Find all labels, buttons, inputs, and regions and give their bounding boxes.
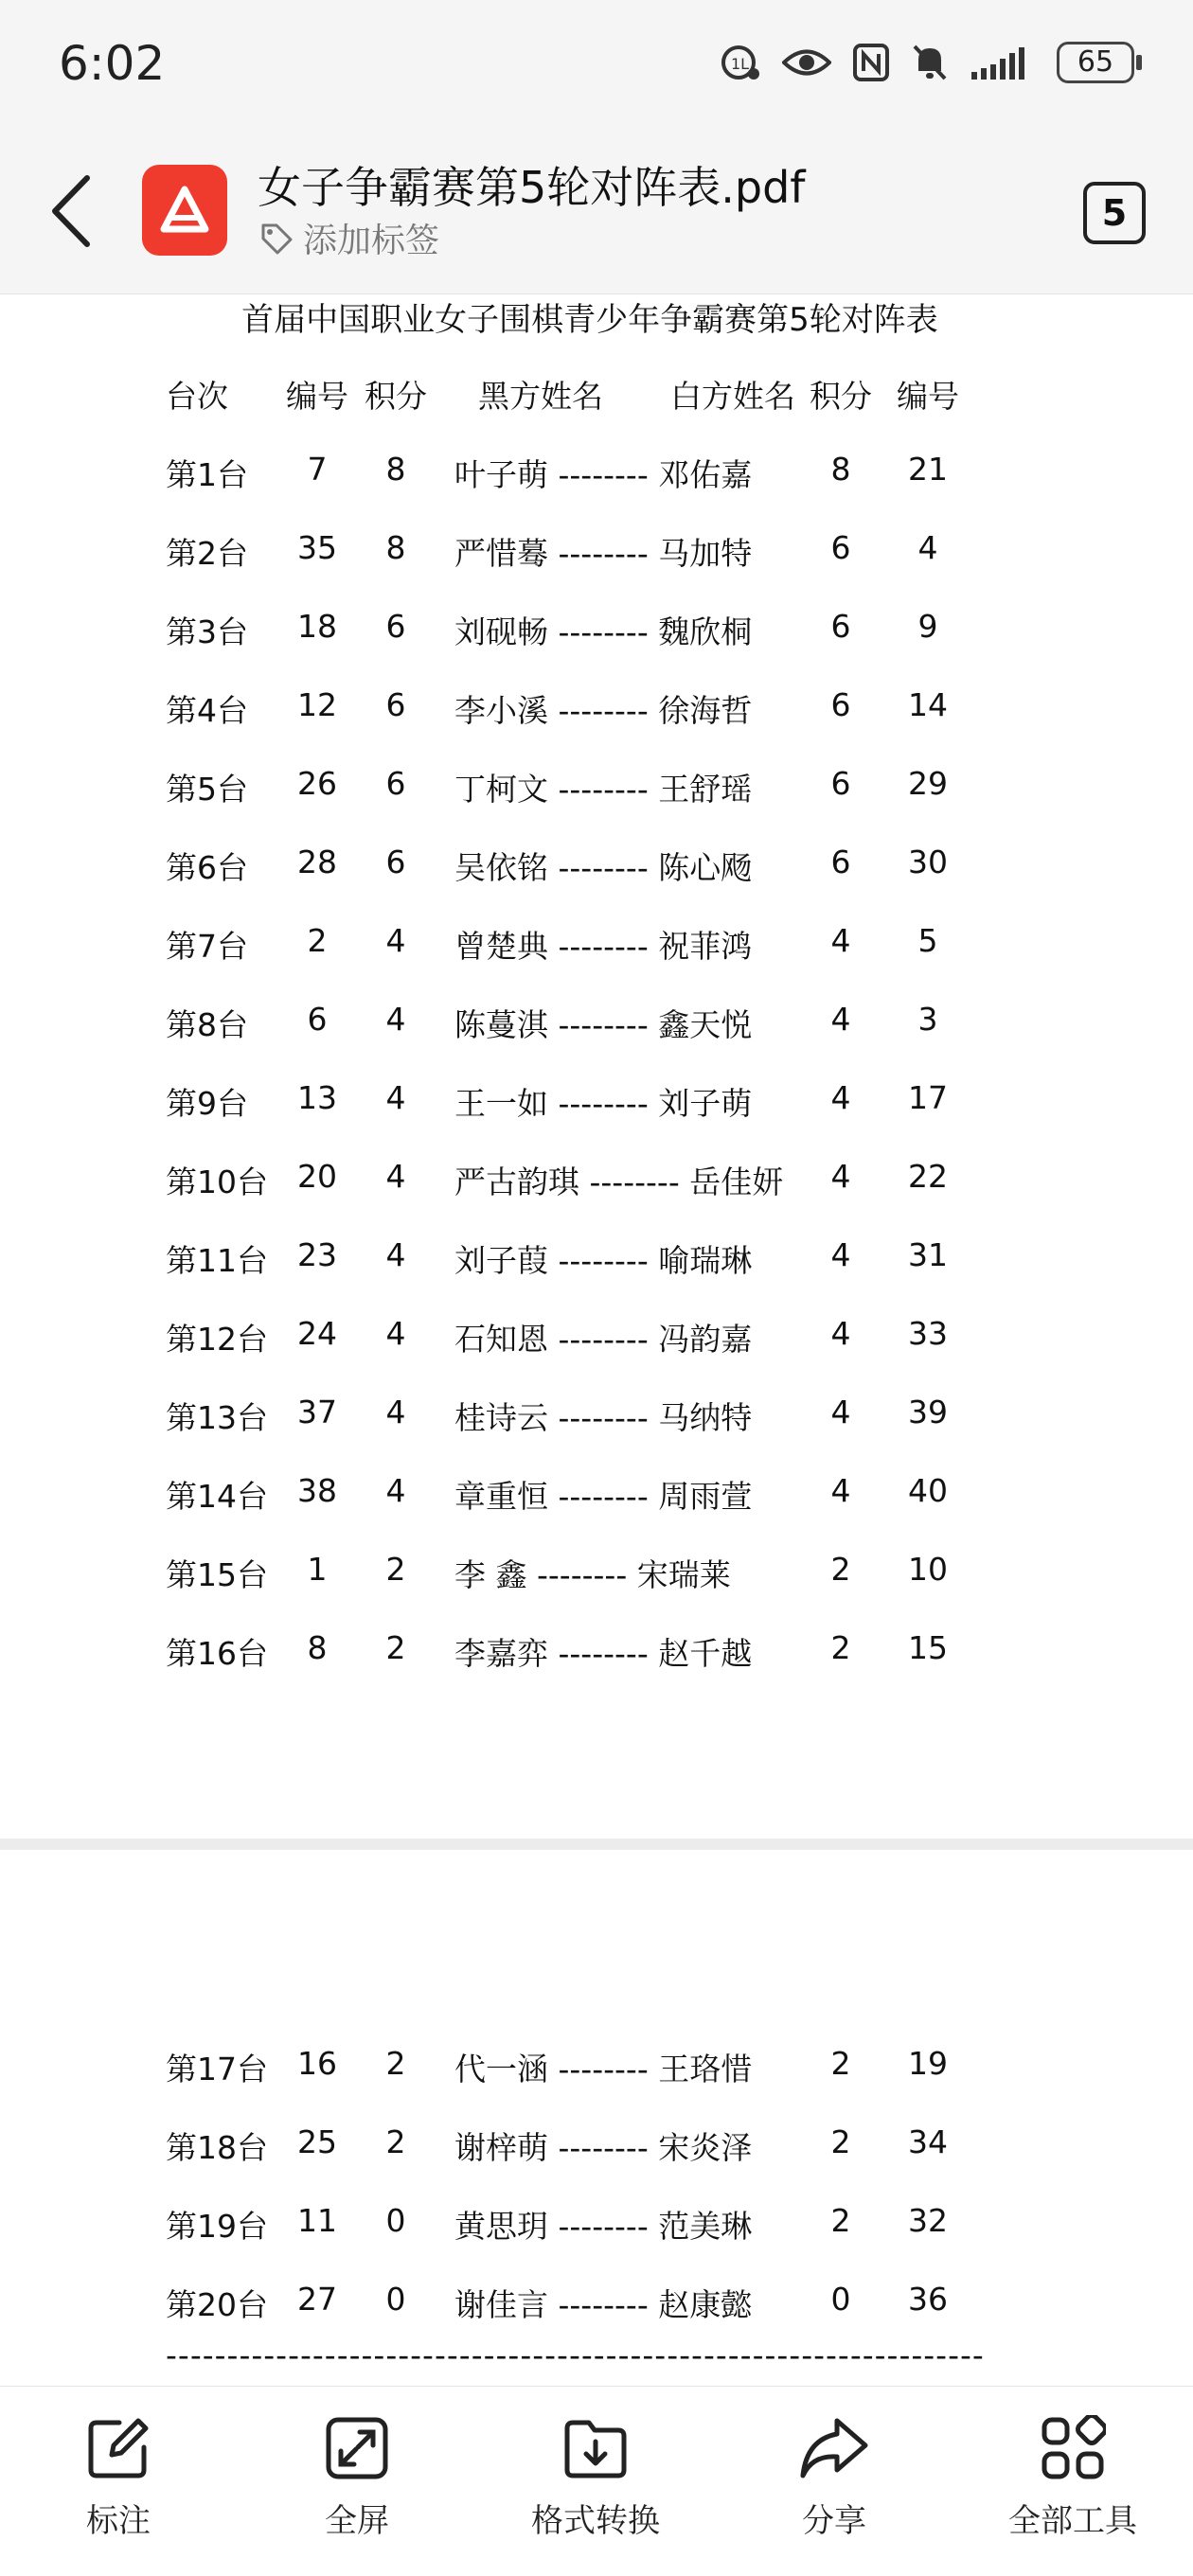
tool-fullscreen[interactable] — [262, 2415, 452, 2541]
white-points-cell: 6 — [830, 844, 851, 880]
pairing-names-cell: 黄思玥 -------- 范美琳 — [454, 2208, 753, 2245]
pairing-names-cell: 代一涵 -------- 王珞惜 — [454, 2051, 753, 2087]
black-id-cell: 7 — [307, 451, 328, 488]
black-id-cell: 28 — [297, 844, 337, 880]
folder-convert-icon — [562, 2415, 629, 2481]
black-id-cell: 23 — [297, 1236, 337, 1273]
tool-annotate[interactable] — [24, 2415, 213, 2541]
signal-icon — [970, 44, 1036, 81]
white-id-cell: 34 — [908, 2123, 948, 2160]
eye-comfort-icon — [782, 46, 831, 79]
black-id-cell: 11 — [297, 2202, 337, 2239]
col-white-points: 积分 — [810, 378, 872, 415]
pairing-names-cell: 陈蔓淇 -------- 鑫天悦 — [454, 1006, 753, 1043]
desk-cell: 第17台 — [166, 2051, 268, 2087]
desk-cell: 第12台 — [166, 1321, 268, 1358]
col-black-name: 黑方姓名 — [478, 378, 603, 415]
white-id-cell: 22 — [908, 1158, 948, 1195]
all-tools-icon — [1040, 2415, 1106, 2481]
pairing-names-cell: 谢佳言 -------- 赵康懿 — [454, 2286, 753, 2323]
black-id-cell: 24 — [297, 1315, 337, 1352]
status-bar — [0, 0, 1193, 133]
black-points-cell: 4 — [385, 1001, 406, 1038]
black-points-cell: 4 — [385, 1079, 406, 1116]
desk-cell: 第14台 — [166, 1478, 268, 1515]
black-id-cell: 35 — [297, 529, 337, 566]
tool-fullscreen-label: 全屏 — [325, 2502, 389, 2540]
white-id-cell: 30 — [908, 844, 948, 880]
black-points-cell: 4 — [385, 1236, 406, 1273]
white-points-cell: 4 — [830, 1394, 851, 1430]
pdf-document-view[interactable] — [0, 293, 1193, 2386]
white-points-cell: 8 — [830, 451, 851, 488]
black-points-cell: 2 — [385, 1629, 406, 1666]
tool-share[interactable] — [739, 2415, 929, 2541]
white-id-cell: 33 — [908, 1315, 948, 1352]
add-tag-button[interactable] — [259, 214, 439, 262]
black-points-cell: 0 — [385, 2281, 406, 2318]
white-points-cell: 2 — [830, 2123, 851, 2160]
black-points-cell: 8 — [385, 451, 406, 488]
mute-bell-icon — [911, 43, 949, 82]
desk-cell: 第9台 — [166, 1085, 248, 1122]
white-id-cell: 19 — [908, 2045, 948, 2082]
black-points-cell: 6 — [385, 608, 406, 645]
desk-cell: 第1台 — [166, 456, 248, 493]
page-separator — [0, 1839, 1193, 1850]
white-id-cell: 15 — [908, 1629, 948, 1666]
desk-cell: 第8台 — [166, 1006, 248, 1043]
tool-all-tools[interactable] — [978, 2415, 1167, 2541]
desk-cell: 第5台 — [166, 771, 248, 808]
black-points-cell: 0 — [385, 2202, 406, 2239]
desk-cell: 第6台 — [166, 849, 248, 886]
white-points-cell: 6 — [830, 765, 851, 802]
col-black-points: 积分 — [365, 378, 427, 415]
bottom-toolbar — [0, 2386, 1193, 2576]
hd-call-icon — [720, 42, 761, 83]
file-title: 女子争霸赛第5轮对阵表.pdf — [258, 162, 806, 213]
white-points-cell: 4 — [830, 922, 851, 959]
page-count-badge[interactable]: 5 — [1083, 182, 1146, 244]
white-points-cell: 4 — [830, 1079, 851, 1116]
white-id-cell: 9 — [917, 608, 938, 645]
black-id-cell: 27 — [297, 2281, 337, 2318]
white-points-cell: 4 — [830, 1236, 851, 1273]
battery-icon: 65 — [1057, 42, 1134, 83]
white-id-cell: 39 — [908, 1394, 948, 1430]
white-id-cell: 14 — [908, 686, 948, 723]
black-points-cell: 6 — [385, 844, 406, 880]
black-points-cell: 4 — [385, 1158, 406, 1195]
white-points-cell: 6 — [830, 529, 851, 566]
pairing-names-cell: 李嘉弈 -------- 赵千越 — [454, 1635, 753, 1672]
white-points-cell: 2 — [830, 2045, 851, 2082]
desk-cell: 第16台 — [166, 1635, 268, 1672]
pairing-names-cell: 谢梓萌 -------- 宋炎泽 — [454, 2129, 753, 2166]
pairing-names-cell: 曾楚典 -------- 祝菲鸿 — [454, 928, 753, 965]
black-points-cell: 6 — [385, 765, 406, 802]
desk-cell: 第2台 — [166, 535, 248, 572]
black-points-cell: 2 — [385, 2045, 406, 2082]
black-points-cell: 4 — [385, 922, 406, 959]
black-points-cell: 2 — [385, 2123, 406, 2160]
black-id-cell: 1 — [307, 1551, 328, 1588]
pairing-names-cell: 章重恒 -------- 周雨萱 — [454, 1478, 753, 1515]
tool-all-tools-label: 全部工具 — [1008, 2502, 1137, 2540]
add-tag-label: 添加标签 — [303, 222, 440, 260]
black-id-cell: 20 — [297, 1158, 337, 1195]
desk-cell: 第18台 — [166, 2129, 268, 2166]
black-id-cell: 16 — [297, 2045, 337, 2082]
dash-rule: ------------------------------------------------------------------- — [166, 2336, 985, 2373]
pairing-names-cell: 严古韵琪 -------- 岳佳妍 — [454, 1164, 784, 1200]
white-points-cell: 0 — [830, 2281, 851, 2318]
black-id-cell: 18 — [297, 608, 337, 645]
white-id-cell: 29 — [908, 765, 948, 802]
col-white-name: 白方姓名 — [670, 378, 795, 415]
tag-icon — [259, 222, 294, 256]
black-id-cell: 2 — [307, 922, 328, 959]
black-id-cell: 8 — [307, 1629, 328, 1666]
black-points-cell: 6 — [385, 686, 406, 723]
svg-text:1L: 1L — [731, 55, 750, 73]
white-id-cell: 3 — [917, 1001, 938, 1038]
tool-annotate-label: 标注 — [86, 2502, 151, 2540]
white-id-cell: 5 — [917, 922, 938, 959]
white-points-cell: 4 — [830, 1472, 851, 1509]
pairing-names-cell: 叶子萌 -------- 邓佑嘉 — [454, 456, 753, 493]
pairing-names-cell: 严惜蓦 -------- 马加特 — [454, 535, 753, 572]
white-id-cell: 4 — [917, 529, 938, 566]
tool-format-convert[interactable] — [501, 2415, 690, 2541]
back-arrow-icon — [42, 169, 108, 254]
desk-cell: 第4台 — [166, 692, 248, 729]
black-id-cell: 26 — [297, 765, 337, 802]
black-id-cell: 6 — [307, 1001, 328, 1038]
pdf-app-logo — [142, 165, 227, 256]
pairing-names-cell: 李 鑫 -------- 宋瑞莱 — [454, 1556, 731, 1593]
white-id-cell: 21 — [908, 451, 948, 488]
desk-cell: 第11台 — [166, 1242, 268, 1279]
black-id-cell: 37 — [297, 1394, 337, 1430]
black-points-cell: 8 — [385, 529, 406, 566]
col-black-id: 编号 — [286, 378, 348, 415]
white-points-cell: 4 — [830, 1001, 851, 1038]
status-time: 6:02 — [59, 36, 166, 91]
desk-cell: 第13台 — [166, 1399, 268, 1436]
desk-cell: 第15台 — [166, 1556, 268, 1593]
desk-cell: 第7台 — [166, 928, 248, 965]
white-points-cell: 2 — [830, 1551, 851, 1588]
fullscreen-icon — [324, 2415, 390, 2481]
pairing-names-cell: 吴依铭 -------- 陈心飏 — [454, 849, 753, 886]
white-id-cell: 10 — [908, 1551, 948, 1588]
back-button[interactable] — [42, 169, 108, 254]
white-id-cell: 31 — [908, 1236, 948, 1273]
black-id-cell: 25 — [297, 2123, 337, 2160]
document-title: 首届中国职业女子围棋青少年争霸赛第5轮对阵表 — [241, 301, 938, 339]
black-points-cell: 4 — [385, 1472, 406, 1509]
pairing-names-cell: 刘砚畅 -------- 魏欣桐 — [454, 613, 753, 650]
white-points-cell: 4 — [830, 1315, 851, 1352]
black-id-cell: 12 — [297, 686, 337, 723]
col-desk: 台次 — [166, 378, 228, 415]
desk-cell: 第19台 — [166, 2208, 268, 2245]
white-points-cell: 6 — [830, 686, 851, 723]
white-id-cell: 32 — [908, 2202, 948, 2239]
white-id-cell: 17 — [908, 1079, 948, 1116]
pairing-names-cell: 刘子葭 -------- 喻瑞琳 — [454, 1242, 753, 1279]
black-points-cell: 4 — [385, 1315, 406, 1352]
desk-cell: 第10台 — [166, 1164, 268, 1200]
pairing-names-cell: 石知恩 -------- 冯韵嘉 — [454, 1321, 753, 1358]
white-id-cell: 36 — [908, 2281, 948, 2318]
white-points-cell: 6 — [830, 608, 851, 645]
pairing-names-cell: 丁柯文 -------- 王舒瑶 — [454, 771, 753, 808]
black-id-cell: 13 — [297, 1079, 337, 1116]
black-id-cell: 38 — [297, 1472, 337, 1509]
pairing-names-cell: 桂诗云 -------- 马纳特 — [454, 1399, 753, 1436]
nfc-icon — [852, 43, 890, 82]
white-id-cell: 40 — [908, 1472, 948, 1509]
share-icon — [799, 2415, 869, 2481]
black-points-cell: 4 — [385, 1394, 406, 1430]
white-points-cell: 4 — [830, 1158, 851, 1195]
tool-share-label: 分享 — [802, 2502, 866, 2540]
white-points-cell: 2 — [830, 1629, 851, 1666]
edit-icon — [85, 2415, 151, 2481]
pairing-names-cell: 王一如 -------- 刘子萌 — [454, 1085, 753, 1122]
desk-cell: 第20台 — [166, 2286, 268, 2323]
black-points-cell: 2 — [385, 1551, 406, 1588]
status-icons — [720, 42, 1134, 83]
desk-cell: 第3台 — [166, 613, 248, 650]
tool-format-convert-label: 格式转换 — [531, 2502, 660, 2540]
col-white-id: 编号 — [897, 378, 959, 415]
pairing-names-cell: 李小溪 -------- 徐海哲 — [454, 692, 753, 729]
white-points-cell: 2 — [830, 2202, 851, 2239]
document-header — [0, 133, 1193, 294]
